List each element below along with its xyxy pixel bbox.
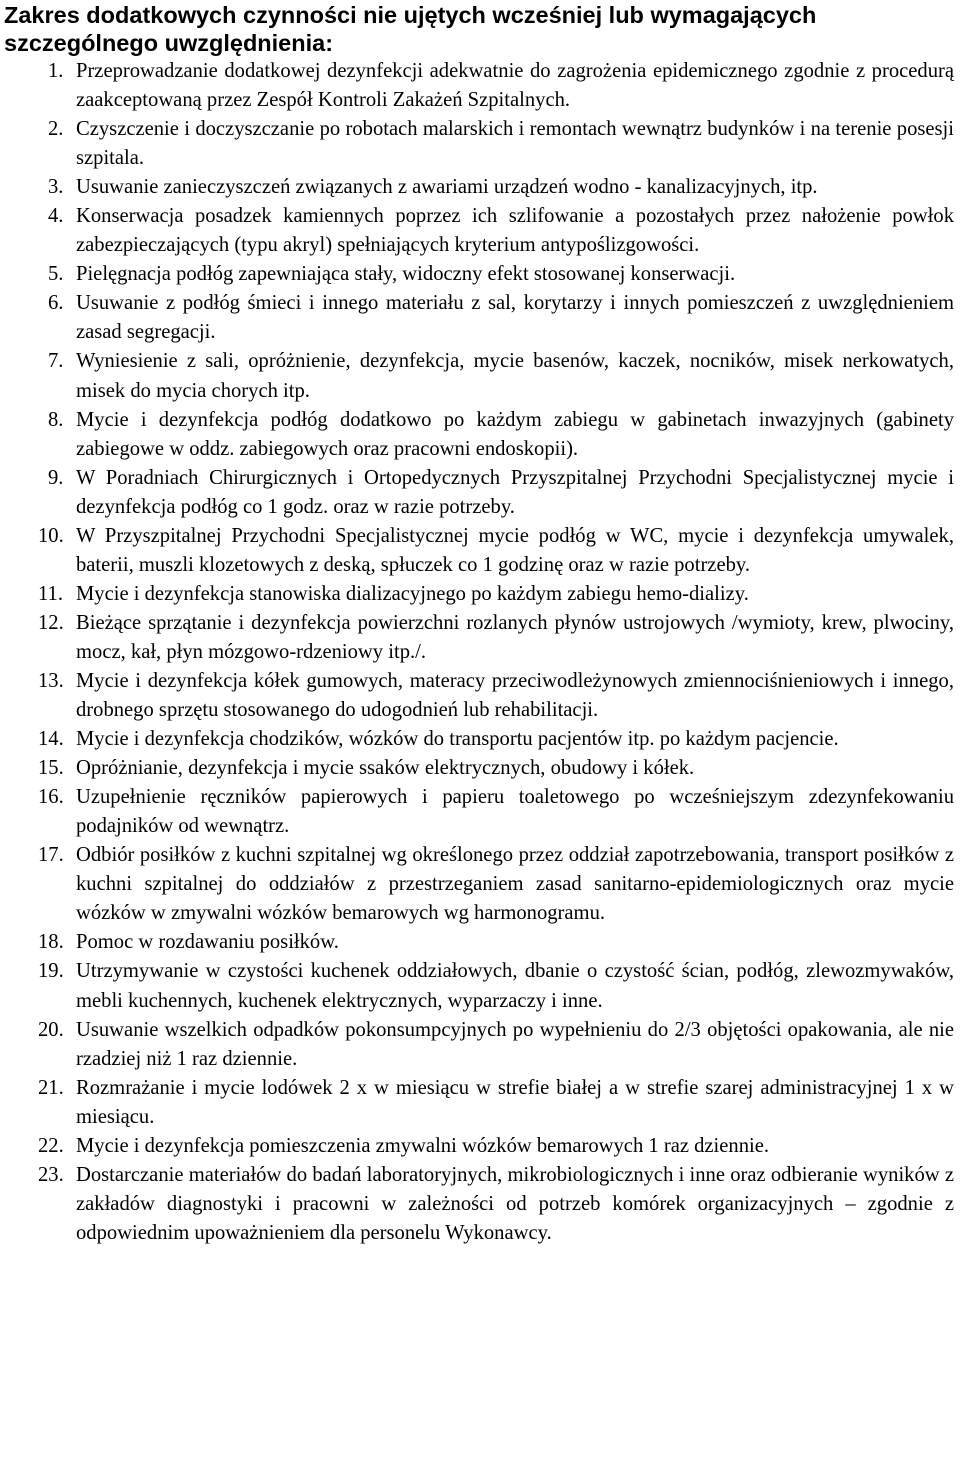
item-text: Usuwanie zanieczyszczeń związanych z awariami urządzeń wodno - kanalizacyjnych, itp. — [76, 176, 818, 199]
task-list — [4, 57, 954, 1248]
item-text: Pomoc w rozdawaniu posiłków. — [76, 931, 339, 954]
item-text: Usuwanie z podłóg śmieci i innego materiału z sal, korytarzy i innych pomieszczeń z uwzględnieniem zasad segregacji. — [76, 292, 954, 344]
item-number: 6. — [48, 292, 64, 315]
list-item — [4, 464, 954, 522]
item-text: W Przyszpitalnej Przychodni Specjalistycznej mycie podłóg w WC, mycie i dezynfekcja umywalek, baterii, muszli klozetowych z deską, spłuczek co 1 godzinę oraz w razie potrzeby. — [76, 524, 954, 576]
item-number: 18. — [38, 931, 64, 954]
item-number: 10. — [38, 524, 64, 547]
item-text: Odbiór posiłków z kuchni szpitalnej wg określonego przez oddział zapotrzebowania, transport posiłków z kuchni szpitalnej do oddziałów z przestrzeganiem zasad sanitarno-epidemiologicznych oraz mycie wózków w zmywalni wózków bemarowych wg harmonogramu. — [76, 844, 954, 925]
item-number: 21. — [38, 1076, 64, 1099]
list-item — [4, 754, 954, 783]
item-text: Wyniesienie z sali, opróżnienie, dezynfekcja, mycie basenów, kaczek, nocników, misek nerkowatych, misek do mycia chorych itp. — [76, 350, 954, 402]
item-text: Pielęgnacja podłóg zapewniająca stały, widoczny efekt stosowanej konserwacji. — [76, 263, 736, 286]
list-item — [4, 1074, 954, 1132]
list-item — [4, 522, 954, 580]
item-text: Uzupełnienie ręczników papierowych i papieru toaletowego po wcześniejszym zdezynfekowaniu podajników od wewnątrz. — [76, 786, 954, 838]
item-text: Utrzymywanie w czystości kuchenek oddziałowych, dbanie o czystość ścian, podłóg, zlewozmywaków, mebli kuchennych, kuchenek elektrycznych, wyparzaczy i inne. — [76, 960, 954, 1012]
list-item — [4, 115, 954, 173]
item-text: Czyszczenie i doczyszczanie po robotach malarskich i remontach wewnątrz budynków i na terenie posesji szpitala. — [76, 118, 954, 170]
item-number: 9. — [48, 466, 64, 489]
item-number: 14. — [38, 728, 64, 751]
item-text: Opróżnianie, dezynfekcja i mycie ssaków elektrycznych, obudowy i kółek. — [76, 757, 695, 780]
item-number: 2. — [48, 118, 64, 141]
list-item — [4, 667, 954, 725]
item-number: 8. — [48, 408, 64, 431]
list-item — [4, 928, 954, 957]
list-item — [4, 580, 954, 609]
list-item — [4, 260, 954, 289]
item-text: Mycie i dezynfekcja kółek gumowych, materacy przeciwodleżynowych zmiennociśnieniowych i innego, drobnego sprzętu stosowanego do udogodnień lub rehabilitacji. — [76, 669, 954, 722]
item-number: 16. — [38, 786, 64, 809]
item-text: Usuwanie wszelkich odpadków pokonsumpcyjnych po wypełnieniu do 2/3 objętości opakowania, ale nie rzadziej niż 1 raz dziennie. — [76, 1018, 954, 1070]
item-text: Konserwacja posadzek kamiennych poprzez ich szlifowanie a pozostałych przez nałożenie powłok zabezpieczających (typu akryl) spełniających kryterium antypoślizgowości. — [76, 205, 954, 257]
list-item — [4, 841, 954, 928]
item-number: 11. — [38, 582, 63, 605]
item-text: Przeprowadzanie dodatkowej dezynfekcji adekwatnie do zagrożenia epidemicznego zgodnie z procedurą zaakceptowaną przez Zespół Kontroli Zakażeń Szpitalnych. — [76, 60, 954, 112]
list-item — [4, 1016, 954, 1074]
list-item — [4, 406, 954, 464]
list-item — [4, 173, 954, 202]
item-number: 15. — [38, 757, 64, 780]
list-item — [4, 1132, 954, 1161]
item-text: W Poradniach Chirurgicznych i Ortopedycznych Przyszpitalnej Przychodni Specjalistycznej mycie i dezynfekcja podłóg co 1 godz. oraz w razie potrzeby. — [76, 466, 954, 518]
item-number: 19. — [38, 960, 64, 983]
item-number: 17. — [38, 844, 64, 867]
list-item — [4, 347, 954, 405]
item-text: Mycie i dezynfekcja chodzików, wózków do transportu pacjentów itp. po każdym pacjencie. — [76, 728, 839, 751]
item-text: Mycie i dezynfekcja podłóg dodatkowo po każdym zabiegu w gabinetach inwazyjnych (gabinety zabiegowe w oddz. zabiegowych oraz pracowni endoskopii). — [76, 408, 954, 460]
list-item — [4, 289, 954, 347]
list-item — [4, 202, 954, 260]
item-text: Bieżące sprzątanie i dezynfekcja powierzchni rozlanych płynów ustrojowych /wymioty, krew, plwociny, mocz, kał, płyn mózgowo-rdzeniowy itp./. — [76, 611, 954, 663]
item-text: Dostarczanie materiałów do badań laboratoryjnych, mikrobiologicznych i inne oraz odbieranie wyników z zakładów diagnostyki i pracowni w zależności od potrzeb komórek organizacyjnych – zgodnie z odpowiednim upoważnieniem dla personelu Wykonawcy. — [76, 1163, 954, 1244]
item-number: 3. — [48, 176, 64, 199]
item-number: 13. — [38, 669, 64, 692]
item-number: 22. — [38, 1134, 64, 1157]
item-number: 5. — [48, 263, 64, 286]
item-number: 7. — [48, 350, 64, 373]
list-item — [4, 957, 954, 1015]
item-number: 4. — [48, 205, 64, 228]
item-text: Mycie i dezynfekcja stanowiska dializacyjnego po każdym zabiegu hemo-dializy. — [76, 582, 749, 605]
section-heading: Zakres dodatkowych czynności nie ujętych wcześniej lub wymagających szczególnego uwzględnienia: — [4, 2, 817, 56]
item-number: 23. — [38, 1163, 64, 1186]
item-number: 20. — [38, 1018, 64, 1041]
list-item — [4, 57, 954, 115]
item-text: Mycie i dezynfekcja pomieszczenia zmywalni wózków bemarowych 1 raz dziennie. — [76, 1134, 770, 1157]
item-text: Rozmrażanie i mycie lodówek 2 x w miesiącu w strefie białej a w strefie szarej administracyjnej 1 x w miesiącu. — [76, 1076, 954, 1128]
list-item — [4, 1161, 954, 1248]
list-item — [4, 609, 954, 667]
item-number: 1. — [48, 60, 64, 82]
item-number: 12. — [38, 611, 64, 634]
list-item — [4, 725, 954, 754]
list-item — [4, 783, 954, 841]
